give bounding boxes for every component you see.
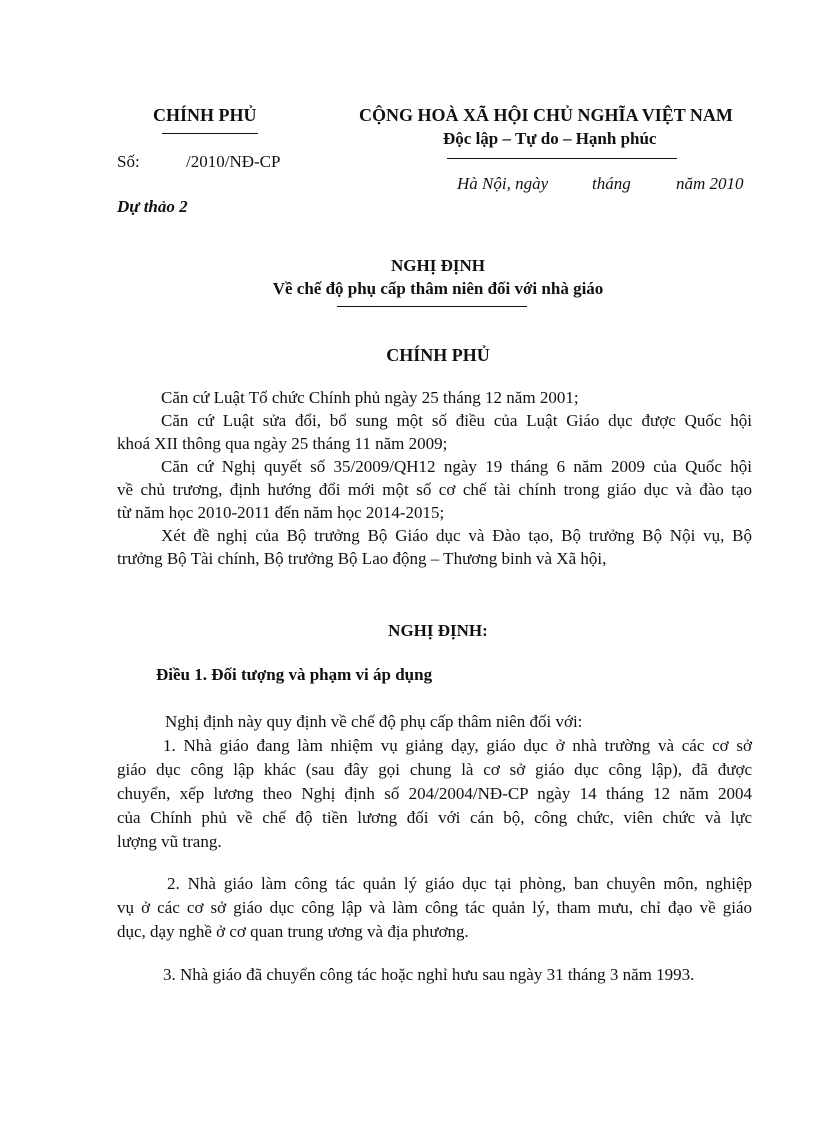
place-date-month: tháng (592, 174, 631, 193)
doc-number-label: Số: (117, 152, 140, 171)
preamble-line: từ năm học 2010-2011 đến năm học 2014-2015; (117, 503, 445, 522)
article-1-item-line: chuyển, xếp lương theo Nghị định số 204/2004/NĐ-CP ngày 14 tháng 12 năm 2004 (117, 784, 752, 803)
preamble-line: khoá XII thông qua ngày 25 tháng 11 năm 2009; (117, 434, 448, 453)
national-motto: Độc lập – Tự do – Hạnh phúc (443, 129, 657, 148)
decree-heading: NGHỊ ĐỊNH: (388, 621, 488, 640)
draft-label: Dự thảo 2 (117, 197, 188, 216)
article-1-item-line: của Chính phủ về chế độ tiền lương đối với cán bộ, công chức, viên chức và lực (117, 808, 752, 827)
article-1-item-line: giáo dục công lập khác (sau đây gọi chung là cơ sở giáo dục công lập), đã được (117, 760, 752, 779)
article-1-item-line: 2. Nhà giáo làm công tác quản lý giáo dục tại phòng, ban chuyên môn, nghiệp (167, 874, 752, 893)
document-type: NGHỊ ĐỊNH (391, 256, 485, 275)
nation-name: CỘNG HOÀ XÃ HỘI CHỦ NGHĨA VIỆT NAM (359, 105, 733, 125)
preamble-line: về chủ trương, định hướng đổi mới một số cơ chế tài chính trong giáo dục và đào tạo (117, 480, 752, 499)
issuer-heading: CHÍNH PHỦ (386, 345, 490, 365)
preamble-line: Căn cứ Nghị quyết số 35/2009/QH12 ngày 19 tháng 6 năm 2009 của Quốc hội (161, 457, 752, 476)
article-1-intro: Nghị định này quy định về chế độ phụ cấp thâm niên đối với: (165, 712, 583, 731)
article-1-heading: Điều 1. Đối tượng và phạm vi áp dụng (156, 665, 433, 684)
title-underline (337, 306, 527, 307)
article-1-item-line: 3. Nhà giáo đã chuyển công tác hoặc nghỉ hưu sau ngày 31 tháng 3 năm 1993. (163, 965, 695, 984)
preamble-line: trưởng Bộ Tài chính, Bộ trưởng Bộ Lao động – Thương binh và Xã hội, (117, 549, 607, 568)
preamble-line: Căn cứ Luật sửa đổi, bổ sung một số điều của Luật Giáo dục được Quốc hội (161, 411, 752, 430)
document-subject: Về chế độ phụ cấp thâm niên đối với nhà giáo (272, 279, 604, 298)
article-1-item-line: dục, dạy nghề ở cơ quan trung ương và địa phương. (117, 922, 469, 941)
motto-underline (447, 158, 677, 159)
agency-underline (162, 133, 258, 134)
place-date-year: năm 2010 (676, 174, 744, 193)
issuing-agency: CHÍNH PHỦ (153, 105, 257, 125)
preamble-line: Căn cứ Luật Tổ chức Chính phủ ngày 25 tháng 12 năm 2001; (161, 388, 579, 407)
article-1-item-line: lượng vũ trang. (117, 832, 222, 851)
preamble-line: Xét đề nghị của Bộ trưởng Bộ Giáo dục và Đào tạo, Bộ trưởng Bộ Nội vụ, Bộ (161, 526, 752, 545)
article-1-item-line: 1. Nhà giáo đang làm nhiệm vụ giảng dạy, giáo dục ở nhà trường và các cơ sở (163, 736, 752, 755)
place-date-place: Hà Nội, ngày (457, 174, 549, 193)
doc-number-value: /2010/NĐ-CP (186, 152, 281, 171)
article-1-item-line: vụ ở các cơ sở giáo dục công lập và làm công tác quản lý, tham mưu, chỉ đạo về giáo (117, 898, 752, 917)
